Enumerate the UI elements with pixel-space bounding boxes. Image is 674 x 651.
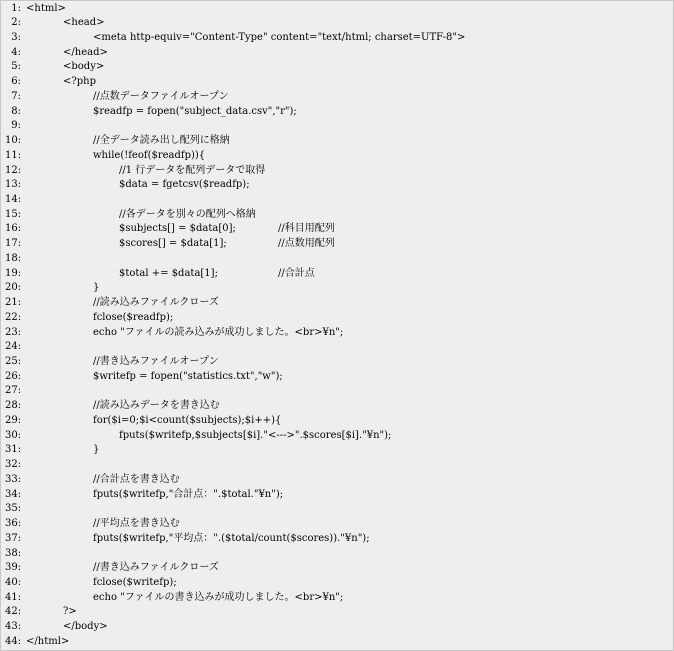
code-line	[1, 60, 673, 75]
code-line	[1, 326, 673, 341]
line-number: 9:	[11, 120, 21, 132]
line-text: //読み込みファイルクローズ	[93, 297, 219, 309]
code-line	[1, 443, 673, 458]
line-number: 25:	[5, 356, 22, 368]
code-line	[1, 193, 673, 208]
line-number: 21:	[5, 297, 22, 309]
line-number: 4:	[11, 46, 21, 58]
line-number: 43:	[5, 621, 22, 633]
line-text: <meta http-equiv="Content-Type" content="text/html; charset=UTF-8">	[93, 31, 466, 43]
line-number: 8:	[11, 105, 21, 117]
code-line	[1, 16, 673, 31]
code-line	[1, 635, 673, 650]
line-text: <body>	[63, 61, 105, 73]
line-number: 12:	[5, 164, 22, 176]
code-line	[1, 517, 673, 532]
line-number: 36:	[5, 518, 22, 530]
line-text: $scores[] = $data[1];	[119, 238, 227, 250]
code-line	[1, 547, 673, 562]
line-number: 13:	[5, 179, 22, 191]
code-line	[1, 502, 673, 517]
line-text: fputs($writefp,"合計点：".$total."¥n");	[93, 488, 284, 500]
code-line	[1, 429, 673, 444]
code-line	[1, 237, 673, 252]
line-number: 30:	[5, 429, 22, 441]
code-line	[1, 620, 673, 635]
code-line	[1, 311, 673, 326]
line-text: </head>	[63, 46, 108, 58]
line-text: //点数データファイルオープン	[93, 90, 229, 102]
line-number: 28:	[5, 400, 22, 412]
line-text: <?php	[63, 76, 96, 88]
line-text: //平均点を書き込む	[93, 518, 180, 530]
code-line	[1, 296, 673, 311]
line-text: for($i=0;$i<count($subjects);$i++){	[93, 414, 282, 426]
code-line	[1, 414, 673, 429]
line-number: 17:	[5, 238, 22, 250]
line-text: fclose($writefp);	[93, 576, 177, 588]
line-number: 20:	[5, 282, 22, 294]
line-number: 23:	[5, 326, 22, 338]
line-text: </html>	[26, 635, 70, 647]
code-line	[1, 488, 673, 503]
line-text: }	[93, 444, 100, 456]
code-line	[1, 267, 673, 282]
code-line	[1, 105, 673, 120]
line-text: //書き込みファイルクローズ	[93, 562, 219, 574]
line-text: <html>	[26, 2, 66, 14]
line-text: echo "ファイルの読み込みが成功しました。<br>¥n";	[93, 326, 344, 338]
line-number: 41:	[5, 591, 22, 603]
line-number: 31:	[5, 444, 22, 456]
code-line	[1, 399, 673, 414]
code-line	[1, 576, 673, 591]
code-line	[1, 355, 673, 370]
line-number: 42:	[5, 606, 22, 618]
code-line	[1, 208, 673, 223]
code-line	[1, 458, 673, 473]
code-line	[1, 561, 673, 576]
code-line	[1, 75, 673, 90]
line-number: 24:	[5, 341, 22, 353]
line-number: 22:	[5, 311, 22, 323]
line-text: $total += $data[1];	[119, 267, 218, 279]
line-number: 1:	[11, 2, 21, 14]
line-number: 6:	[11, 76, 21, 88]
line-number: 16:	[5, 223, 22, 235]
line-text: <head>	[63, 17, 105, 29]
line-number: 2:	[11, 17, 21, 29]
line-number: 10:	[5, 135, 22, 147]
line-text: fputs($writefp,"平均点：".($total/count($scores))."¥n");	[93, 532, 370, 544]
line-number: 38:	[5, 547, 22, 559]
line-text: $readfp = fopen("subject_data.csv","r");	[93, 105, 297, 117]
line-text: //書き込みファイルオープン	[93, 356, 219, 368]
line-number: 15:	[5, 208, 22, 220]
line-number: 44:	[5, 635, 22, 647]
line-number: 7:	[11, 90, 21, 102]
line-text: }	[93, 282, 100, 294]
line-text: echo "ファイルの書き込みが成功しました。<br>¥n";	[93, 591, 344, 603]
line-text: //読み込みデータを書き込む	[93, 400, 220, 412]
code-line	[1, 134, 673, 149]
line-number: 39:	[5, 562, 22, 574]
line-number: 14:	[5, 193, 22, 205]
code-line	[1, 164, 673, 179]
line-text: $subjects[] = $data[0];	[119, 223, 236, 235]
code-line	[1, 222, 673, 237]
code-line	[1, 281, 673, 296]
line-text: //1 行データを配列データで取得	[119, 164, 266, 176]
code-line	[1, 31, 673, 46]
line-comment: //科目用配列	[278, 223, 335, 235]
code-line	[1, 46, 673, 61]
code-line	[1, 384, 673, 399]
line-text: //全データ読み出し配列に格納	[93, 135, 230, 147]
line-number: 34:	[5, 488, 22, 500]
code-line	[1, 605, 673, 620]
line-text: $writefp = fopen("statistics.txt","w");	[93, 370, 283, 382]
line-text: ?>	[63, 606, 77, 618]
line-text: fputs($writefp,$subjects[$i]."<--->".$scores[$i]."¥n");	[119, 429, 392, 441]
code-line	[1, 473, 673, 488]
code-line	[1, 90, 673, 105]
line-text: fclose($readfp);	[93, 311, 174, 323]
line-number: 29:	[5, 414, 22, 426]
line-number: 11:	[5, 149, 22, 161]
line-text: $data = fgetcsv($readfp);	[119, 179, 250, 191]
code-line	[1, 532, 673, 547]
line-comment: //合計点	[278, 267, 315, 279]
code-line	[1, 149, 673, 164]
line-number: 19:	[5, 267, 22, 279]
code-line	[1, 252, 673, 267]
code-line	[1, 2, 673, 17]
line-number: 26:	[5, 370, 22, 382]
line-number: 3:	[11, 31, 21, 43]
line-number: 18:	[5, 252, 22, 264]
line-number: 27:	[5, 385, 22, 397]
code-line	[1, 119, 673, 134]
line-comment: //点数用配列	[278, 238, 335, 250]
line-text: while(!feof($readfp)){	[93, 149, 206, 161]
line-number: 5:	[11, 61, 21, 73]
line-text: //各データを別々の配列へ格納	[119, 208, 256, 220]
code-line	[1, 591, 673, 606]
line-number: 33:	[5, 473, 22, 485]
code-line	[1, 178, 673, 193]
line-number: 32:	[5, 459, 22, 471]
code-line	[1, 340, 673, 355]
line-text: //合計点を書き込む	[93, 473, 180, 485]
line-number: 35:	[5, 503, 22, 515]
code-line	[1, 370, 673, 385]
line-text: </body>	[63, 621, 108, 633]
line-number: 37:	[5, 532, 22, 544]
line-number: 40:	[5, 576, 22, 588]
